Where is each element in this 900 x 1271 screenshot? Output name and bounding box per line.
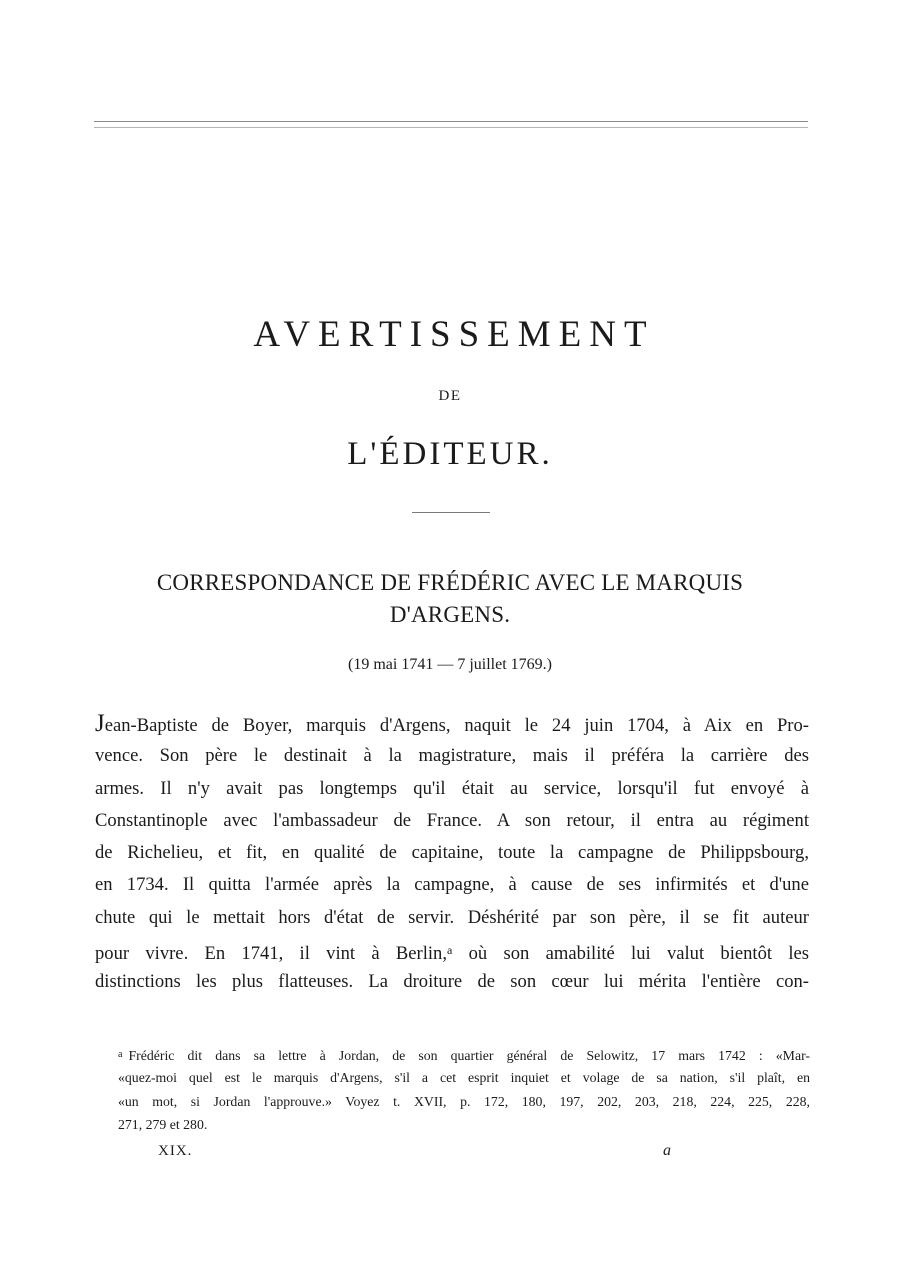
footnote-line-3: «un mot, si Jordan l'approuve.» Voyez t. XVII, p. 172, 180, 197, 202, 203, 218, 224, 225, 228, xyxy=(118,1093,810,1109)
top-double-rule xyxy=(94,121,808,128)
title-connector: DE xyxy=(438,388,462,404)
page-title: AVERTISSEMENT xyxy=(253,314,655,355)
section-heading xyxy=(100,567,800,631)
footnote-line-1-text: Frédéric dit dans sa lettre à Jordan, de son quartier général de Selowitz, 17 mars 1742 : «Mar- xyxy=(128,1048,810,1063)
section-heading-line-1: CORRESPONDANCE DE FRÉDÉRIC AVEC LE MARQUIS xyxy=(156,570,744,595)
body-line-8-end: où son amabilité lui valut bientôt les xyxy=(452,943,809,965)
section-dates: (19 mai 1741 — 7 juillet 1769.) xyxy=(348,656,552,673)
footnote-marker: a xyxy=(118,1049,123,1060)
body-line-9: distinctions les plus flatteuses. La droiture de son cœur lui mérita l'entière con- xyxy=(95,971,809,993)
footnote-reference[interactable]: a xyxy=(447,943,453,958)
body-line-1 xyxy=(95,708,809,740)
body-line-2: vence. Son père le destinait à la magistrature, mais il préféra la carrière des xyxy=(95,745,809,767)
body-line-1-text: ean-Baptiste de Boyer, marquis d'Argens, naquit le 24 juin 1704, à Aix en Pro- xyxy=(104,715,809,736)
body-line-7: chute qui le mettait hors d'état de servir. Déshérité par son père, il se fit auteur xyxy=(95,906,809,928)
body-paragraph xyxy=(95,708,809,999)
body-line-8-start: pour vivre. En 1741, il vint à Berlin, xyxy=(95,943,448,965)
body-line-4: Constantinople avec l'ambassadeur de France. A son retour, il entra au régiment xyxy=(95,809,809,831)
body-line-3: armes. Il n'y avait pas longtemps qu'il était au service, lorsqu'il fut envoyé à xyxy=(95,777,809,799)
page-subtitle: L'ÉDITEUR. xyxy=(347,436,553,472)
footnote-line-4: 271, 279 et 280. xyxy=(118,1116,208,1132)
footnote-line-1 xyxy=(118,1043,810,1066)
sheet-signature: a xyxy=(663,1142,671,1159)
body-line-6: en 1734. Il quitta l'armée après la campagne, à cause de ses infirmités et d'une xyxy=(95,874,809,896)
title-divider xyxy=(412,512,490,513)
footnote-line-2: «quez-moi quel est le marquis d'Argens, s'il a cet esprit inquiet et volage de sa nation, s'il plaît, en xyxy=(118,1070,810,1086)
volume-signature: XIX. xyxy=(158,1143,193,1159)
drop-cap: J xyxy=(95,710,105,737)
body-line-5: de Richelieu, et fit, en qualité de capitaine, toute la campagne de Philippsbourg, xyxy=(95,842,809,864)
footnote xyxy=(118,1043,810,1136)
section-heading-line-2: D'ARGENS. xyxy=(389,602,511,627)
body-line-8 xyxy=(95,934,809,966)
